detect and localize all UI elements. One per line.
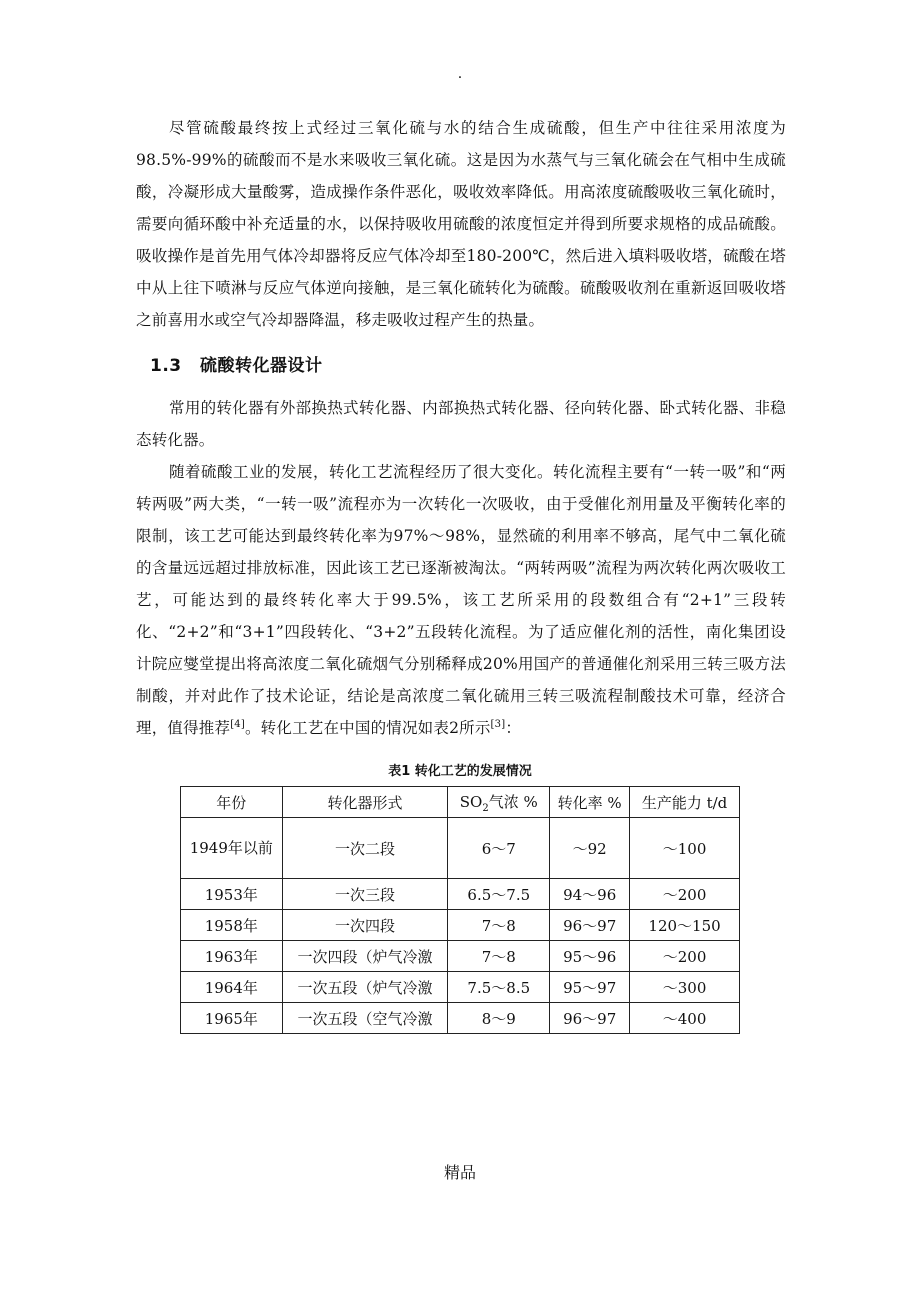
cell-capacity: 120～150: [630, 910, 740, 941]
cell-form: 一次四段（炉气冷激: [282, 941, 448, 972]
citation-ref-3: [3]: [490, 718, 506, 730]
cell-year: 1958年: [181, 910, 283, 941]
body-text: [136, 112, 786, 744]
cell-form: 一次五段（炉气冷激: [282, 972, 448, 1003]
paragraph-process-text-mid: 。转化工艺在中国的情况如表2所示: [244, 719, 491, 737]
cell-form: 一次四段: [282, 910, 448, 941]
cell-year: 1965年: [181, 1003, 283, 1034]
cell-rate: 95～96: [550, 941, 630, 972]
cell-so2: 6.5～7.5: [448, 879, 550, 910]
cell-so2: 8～9: [448, 1003, 550, 1034]
cell-capacity: ～200: [630, 941, 740, 972]
header-mark: .: [457, 66, 463, 82]
section-title: 硫酸转化器设计: [200, 356, 323, 376]
header-so2-concentration: $SO_2$气浓 %: [448, 787, 550, 818]
cell-rate: ～92: [550, 818, 630, 879]
table-row: [181, 972, 740, 1003]
cell-so2: 7～8: [448, 941, 550, 972]
section-number: 1.3: [150, 356, 182, 376]
cell-form: 一次二段: [282, 818, 448, 879]
table-row: [181, 879, 740, 910]
cell-capacity: ～200: [630, 879, 740, 910]
table-header-row: [181, 787, 740, 818]
table-caption: 表1 转化工艺的发展情况: [388, 764, 532, 779]
cell-form: 一次三段: [282, 879, 448, 910]
cell-so2: 7.5～8.5: [448, 972, 550, 1003]
cell-year: 1949年以前: [181, 818, 283, 879]
cell-so2: 7～8: [448, 910, 550, 941]
paragraph-process-text-end: ：: [505, 719, 522, 737]
cell-form: 一次五段（空气冷激: [282, 1003, 448, 1034]
header-capacity: 生产能力 t/d: [630, 787, 740, 818]
cell-capacity: ～300: [630, 972, 740, 1003]
table-row: [181, 818, 740, 879]
cell-rate: 95～97: [550, 972, 630, 1003]
paragraph-process-history: [136, 456, 786, 744]
cell-rate: 94～96: [550, 879, 630, 910]
paragraph-process-text: 随着硫酸工业的发展，转化工艺流程经历了很大变化。转化流程主要有“一转一吸”和“两转两吸”两大类，“一转一吸”流程亦为一次转化一次吸收，由于受催化剂用量及平衡转化率的限制，该工艺可能达到最终转化率为97%～98%，显然硫的利用率不够高，尾气中二氧化硫的含量远远超过排放标准，因此该工艺已逐渐被淘汰。“两转两吸”流程为两次转化两次吸收工艺，可能达到的最终转化率大于99.5%，该工艺所采用的段数组合有“2+1”三段转化、“2+2”和“3+1”四段转化、“3+2”五段转化流程。为了适应催化剂的活性，南化集团设计院应燮堂提出将高浓度二氧化硫烟气分别稀释成20%用国产的普通催化剂采用三转三吸方法制酸，并对此作了技术论证，结论是高浓度二氧化硫用三转三吸流程制酸技术可靠，经济合理，值得推荐: [136, 463, 786, 737]
header-year: 年份: [181, 787, 283, 818]
header-conversion-rate: 转化率 %: [550, 787, 630, 818]
cell-year: 1953年: [181, 879, 283, 910]
cell-capacity: ～100: [630, 818, 740, 879]
conversion-process-table: [180, 786, 740, 1034]
cell-year: 1964年: [181, 972, 283, 1003]
citation-ref-4: [4]: [230, 718, 245, 730]
table-row: [181, 1003, 740, 1034]
paragraph-converter-types: 常用的转化器有外部换热式转化器、内部换热式转化器、径向转化器、卧式转化器、非稳态转化器。: [136, 399, 786, 449]
cell-rate: 96～97: [550, 1003, 630, 1034]
cell-rate: 96～97: [550, 910, 630, 941]
section-heading: [136, 346, 786, 386]
paragraph-absorption: 尽管硫酸最终按上式经过三氧化硫与水的结合生成硫酸，但生产中往往采用浓度为98.5%-99%的硫酸而不是水来吸收三氧化硫。这是因为水蒸气与三氧化硫会在气相中生成硫酸，冷凝形成大量酸雾，造成操作条件恶化，吸收效率降低。用高浓度硫酸吸收三氧化硫时，需要向循环酸中补充适量的水，以保持吸收用硫酸的浓度恒定并得到所要求规格的成品硫酸。吸收操作是首先用气体冷却器将反应气体冷却至180-200℃，然后进入填料吸收塔，硫酸在塔中从上往下喷淋与反应气体逆向接触，是三氧化硫转化为硫酸。硫酸吸收剂在重新返回吸收塔之前喜用水或空气冷却器降温，移走吸收过程产生的热量。: [136, 119, 786, 329]
cell-so2: 6～7: [448, 818, 550, 879]
table-row: [181, 910, 740, 941]
header-converter-form: 转化器形式: [282, 787, 448, 818]
cell-capacity: ～400: [630, 1003, 740, 1034]
footer-text: 精品: [443, 1163, 476, 1182]
cell-year: 1963年: [181, 941, 283, 972]
table-row: [181, 941, 740, 972]
